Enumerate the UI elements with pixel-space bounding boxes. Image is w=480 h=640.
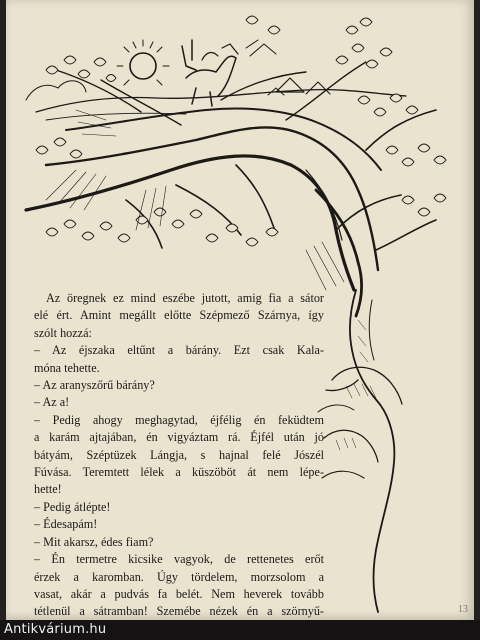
- paragraph: [34, 551, 324, 620]
- text-line: szólt hozzá:: [34, 325, 92, 340]
- paragraph: [34, 534, 324, 551]
- text-line: érzek a karomban. Úgy tördelem, morzsolom a: [34, 569, 324, 584]
- page-number: 13: [458, 604, 468, 615]
- text-line: – Pedig átlépte!: [34, 499, 111, 514]
- text-line: bátyám, Széptüzek Lángja, s hajnal felé Jószél: [34, 447, 324, 462]
- watermark-text: Antikvárium.hu: [0, 620, 480, 640]
- text-line: – Az aranyszőrű bárány?: [34, 378, 155, 393]
- paragraph: [34, 394, 324, 411]
- paragraph: [34, 499, 324, 516]
- paragraph: [34, 516, 324, 533]
- text-line: Az öregnek ez mind eszébe jutott, amig fia a sátor: [46, 291, 324, 305]
- paragraph: [34, 342, 324, 377]
- text-line: a karám ajtajában, én vigyáztam rá. Éjfél után jó: [34, 430, 324, 445]
- text-line: – Mit akarsz, édes fiam?: [34, 534, 154, 549]
- text-line: tétlenül a sátramban! Szemébe nézek én a szörnyű-: [34, 604, 324, 619]
- paragraph: [34, 290, 324, 342]
- text-line: hette!: [34, 482, 62, 497]
- book-page: [6, 0, 474, 620]
- text-line: – Én termetre kicsike vagyok, de rettenetes erőt: [34, 552, 324, 567]
- text-line: Fúvása. Teremtett lélek a küszöböt át nem lépe-: [34, 465, 324, 480]
- text-line: – Az éjszaka eltűnt a bárány. Ezt csak Kala-: [34, 343, 324, 358]
- text-line: elé ért. Amint megállt előtte Szépmező Szárnya, így: [34, 308, 324, 323]
- text-line: – Az a!: [34, 395, 70, 410]
- paragraph: [34, 412, 324, 499]
- text-line: – Pedig ahogy meghagytad, éjfélig én feküdtem: [34, 412, 324, 427]
- text-line: vasat, akár a pudvás fa belét. Nem heverek tovább: [34, 586, 324, 601]
- text-line: móna tehette.: [34, 360, 100, 375]
- story-text: [34, 290, 324, 620]
- paragraph: [34, 377, 324, 394]
- text-line: – Édesapám!: [34, 517, 98, 532]
